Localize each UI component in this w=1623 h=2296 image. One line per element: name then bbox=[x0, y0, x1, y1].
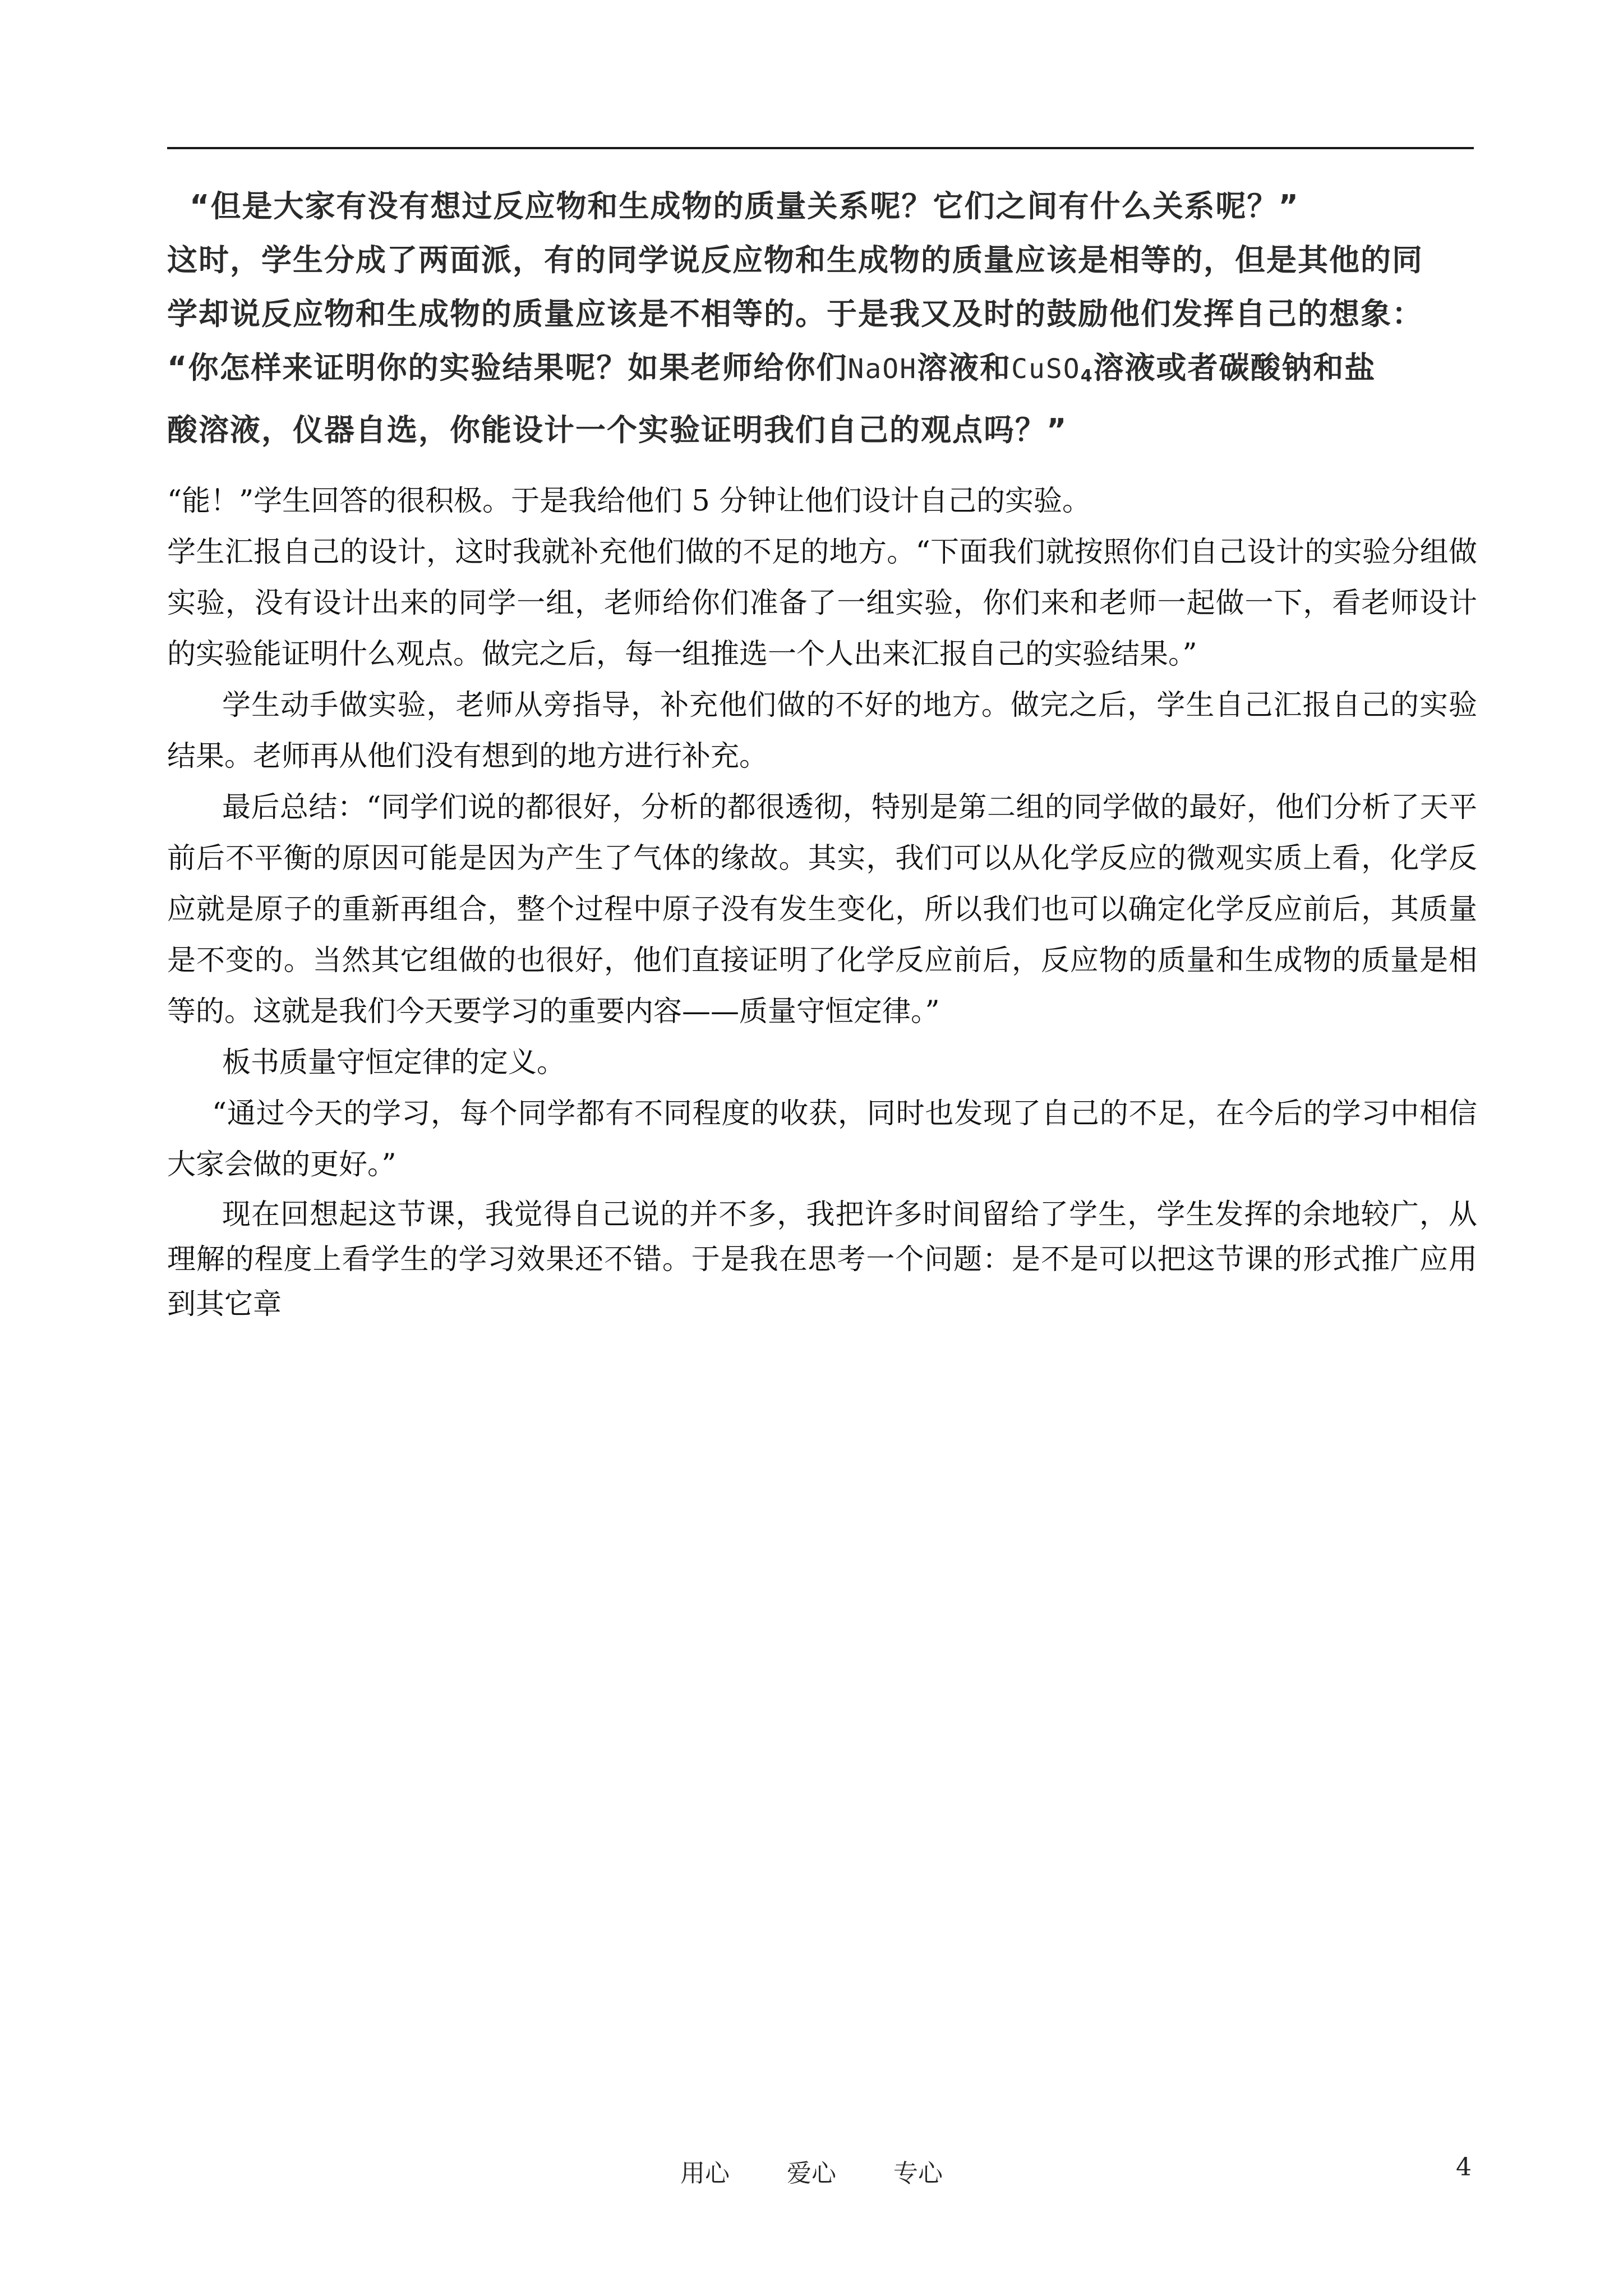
paragraph-student-report: 学生汇报自己的设计，这时我就补充他们做的不足的地方。“下面我们就按照你们自己设计的实验分组做实验，没有设计出来的同学一组，老师给你们准备了一组实验，你们来和老师一起做一下，看老师设计的实验能证明什么观点。做完之后，每一组推选一个人出来汇报自己的实验结果。” bbox=[167, 536, 1477, 671]
body-text bbox=[167, 476, 1477, 1327]
scan-line-4-part-a: “你怎样来证明你的实验结果呢？如果老师给你们 bbox=[167, 350, 848, 385]
naoh-formula: NaOH bbox=[847, 353, 917, 385]
scanned-text-block bbox=[167, 180, 1423, 457]
scan-line-4-part-c: 溶液或者碳酸钠和盐 bbox=[1093, 350, 1376, 385]
header-rule bbox=[167, 147, 1474, 149]
scan-line-4-part-b: 溶液和 bbox=[917, 350, 1012, 385]
paragraph-students-answer: “能！”学生回答的很积极。于是我给他们 5 分钟让他们设计自己的实验。 bbox=[167, 485, 1091, 518]
paragraph-experiment: 学生动手做实验，老师从旁指导，补充他们做的不好的地方。做完之后，学生自己汇报自己的实验结果。老师再从他们没有想到的地方进行补充。 bbox=[167, 689, 1477, 773]
scan-line-1: “但是大家有没有想过反应物和生成物的质量关系呢？它们之间有什么关系呢？” bbox=[190, 188, 1299, 224]
scan-line-4 bbox=[167, 341, 1376, 403]
cuso4-formula: CuSO bbox=[1011, 353, 1081, 385]
scan-line-3: 学却说反应物和生成物的质量应该是不相等的。于是我又及时的鼓励他们发挥自己的想象： bbox=[167, 296, 1423, 332]
cuso4-subscript: 4 bbox=[1080, 366, 1094, 386]
paragraph-summary: 最后总结：“同学们说的都很好，分析的都很透彻，特别是第二组的同学做的最好，他们分析了天平前后不平衡的原因可能是因为产生了气体的缘故。其实，我们可以从化学反应的微观实质上看，化学反应就是原子的重新再组合，整个过程中原子没有发生变化，所以我们也可以确定化学反应前后，其质量是不变的。当然其它组做的也很好，他们直接证明了化学反应前后，反应物的质量和生成物的质量是相等的。这就是我们今天要学习的重要内容——质量守恒定律。” bbox=[167, 791, 1477, 1028]
footer-motto-3: 专心 bbox=[893, 2159, 943, 2188]
footer-motto-2: 爱心 bbox=[787, 2159, 836, 2188]
footer-motto-1: 用心 bbox=[680, 2159, 730, 2188]
paragraph-closing-quote: “通过今天的学习，每个同学都有不同程度的收获，同时也发现了自己的不足，在今后的学习中相信大家会做的更好。” bbox=[167, 1097, 1477, 1181]
scan-line-2: 这时，学生分成了两面派，有的同学说反应物和生成物的质量应该是相等的，但是其他的同 bbox=[167, 242, 1423, 278]
paragraph-reflection: 现在回想起这节课，我觉得自己说的并不多，我把许多时间留给了学生，学生发挥的余地较广，从理解的程度上看学生的学习效果还不错。于是我在思考一个问题：是不是可以把这节课的形式推广应用到其它章 bbox=[167, 1198, 1477, 1321]
page-number: 4 bbox=[1456, 2153, 1472, 2182]
scan-line-5: 酸溶液，仪器自选，你能设计一个实验证明我们自己的观点吗？” bbox=[167, 412, 1068, 448]
paragraph-blackboard: 板书质量守恒定律的定义。 bbox=[222, 1046, 566, 1079]
footer-motto bbox=[0, 2153, 1623, 2189]
